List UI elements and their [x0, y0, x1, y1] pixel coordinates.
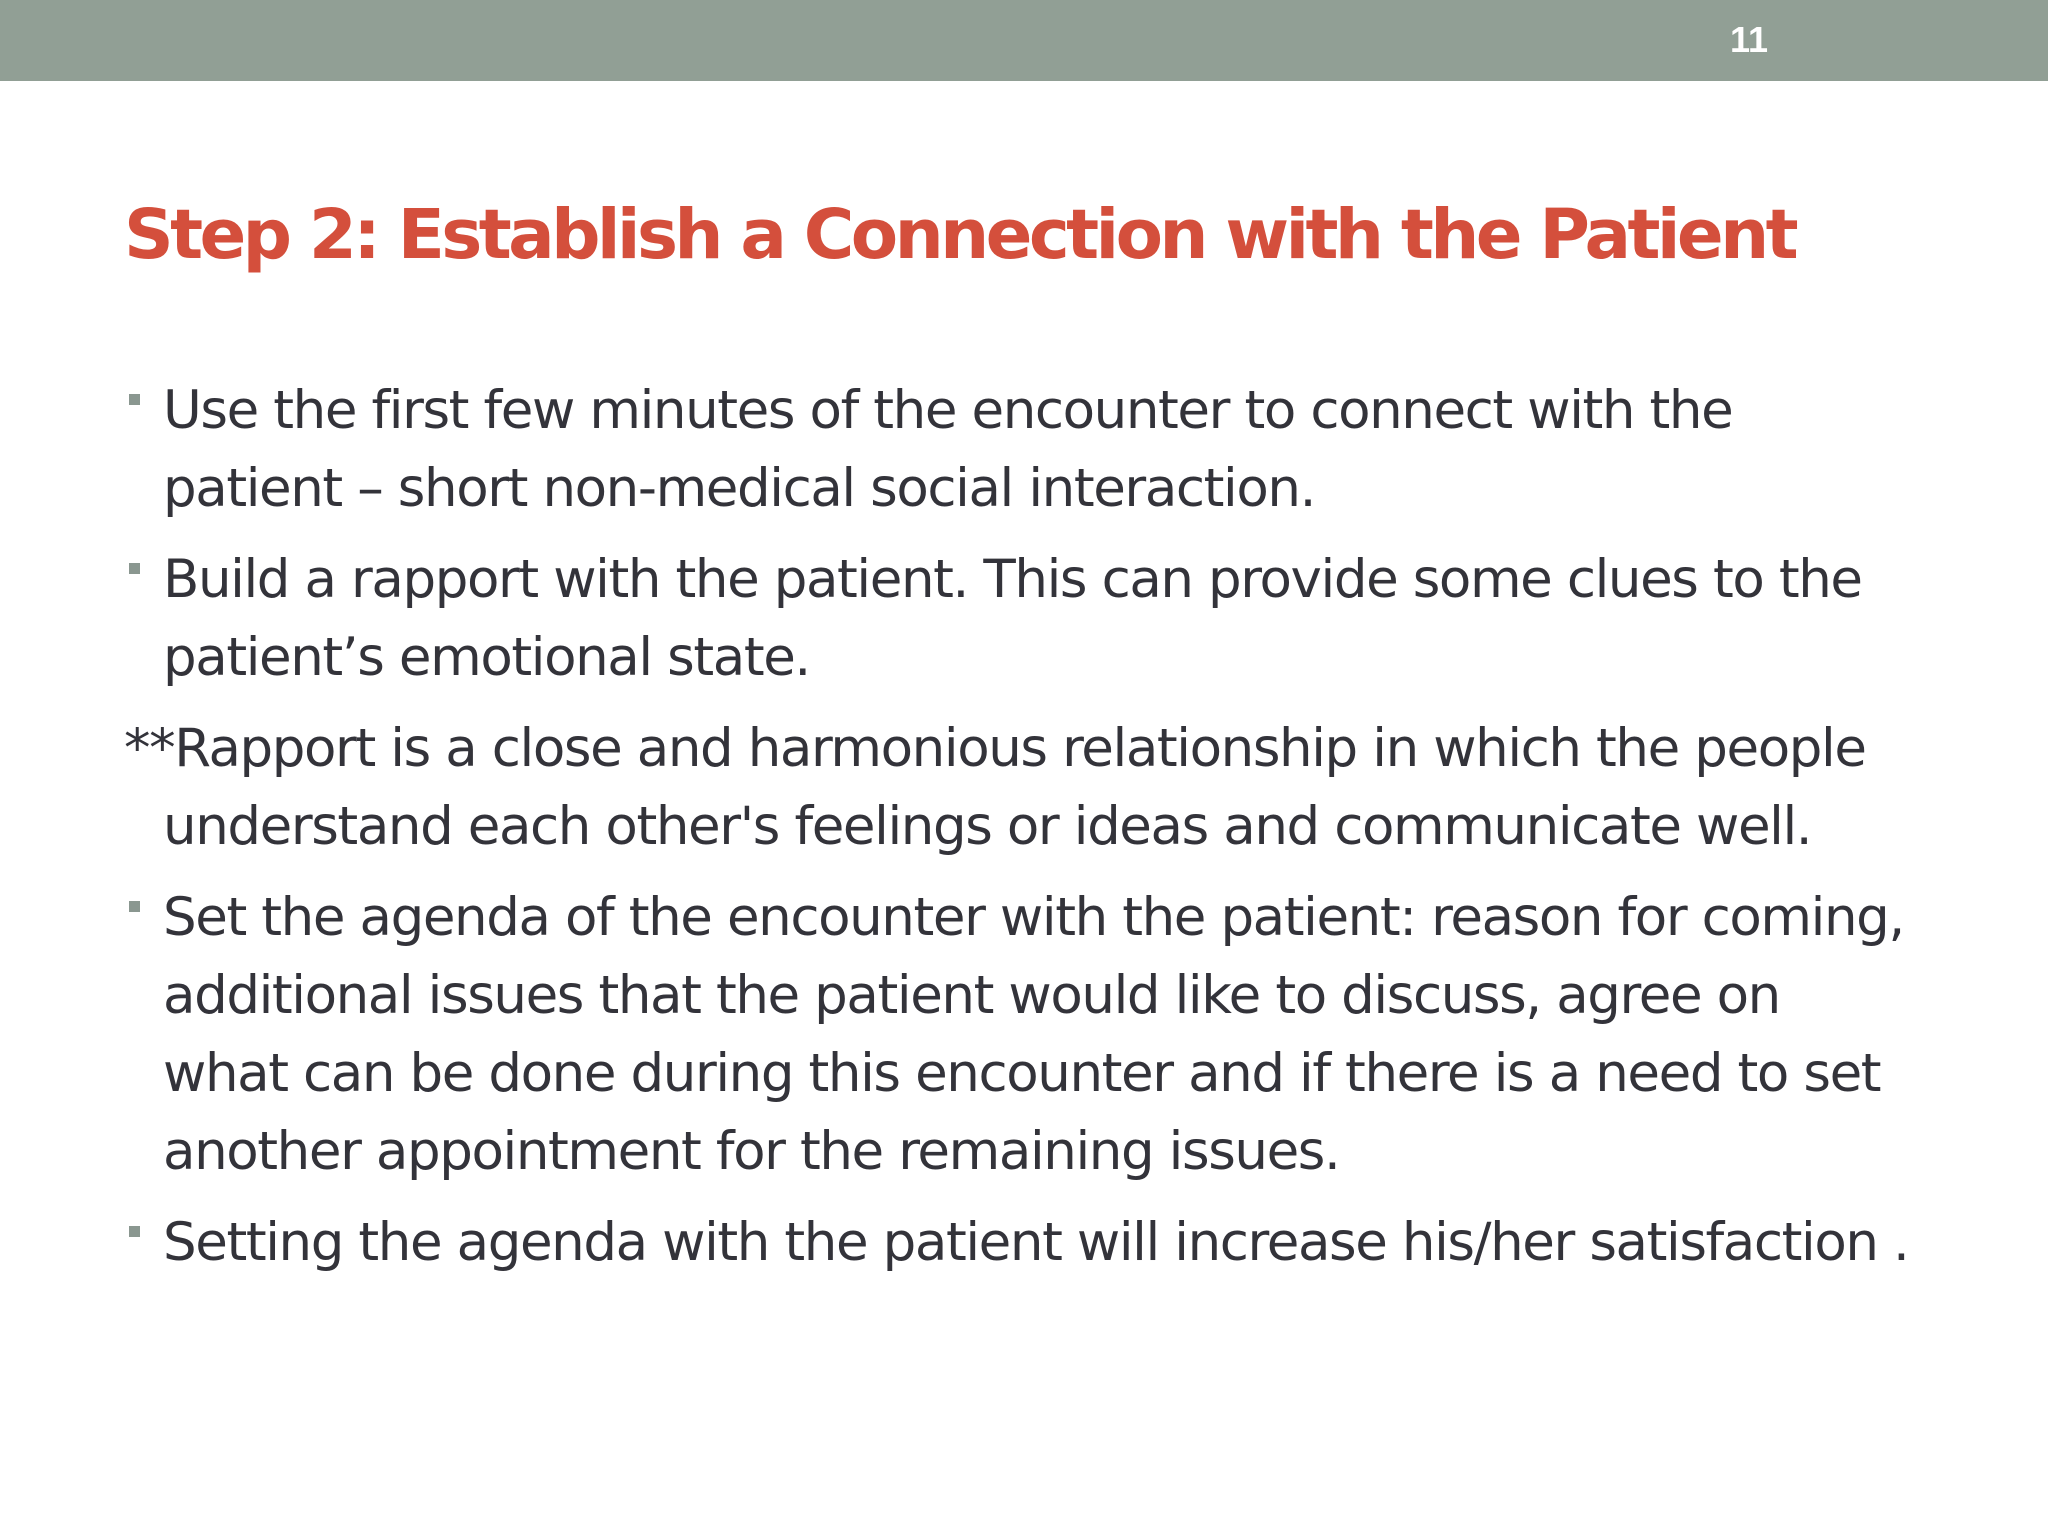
square-bullet-icon [129, 901, 140, 912]
bullet-text: Set the agenda of the encounter with the patient: reason for coming, additional issues that the patient would like to discuss, agree on what can be done during this encounter and if there is a need to set another appointment for the remaining issues. [163, 887, 1904, 1182]
bullet-item [124, 1204, 1914, 1282]
bullet-text: Use the first few minutes of the encounter to connect with the patient – short non-medical social interaction. [163, 380, 1733, 519]
rapport-definition-note: **Rapport is a close and harmonious relationship in which the people understand each other's feelings or ideas and communicate well. [124, 718, 1866, 857]
square-bullet-icon [129, 1226, 140, 1237]
slide-body [124, 372, 1914, 1295]
square-bullet-icon [129, 394, 140, 405]
bullet-item [124, 879, 1914, 1191]
bullet-item [124, 372, 1914, 528]
bullet-item [124, 541, 1914, 697]
slide-title: Step 2: Establish a Connection with the Patient [124, 195, 1795, 275]
header-bar [0, 0, 2048, 81]
slide-number: 11 [1729, 19, 1768, 60]
bullet-text: Setting the agenda with the patient will increase his/her satisfaction . [163, 1212, 1909, 1273]
square-bullet-icon [129, 563, 140, 574]
bullet-text: Build a rapport with the patient. This can provide some clues to the patient’s emotional state. [163, 549, 1862, 688]
